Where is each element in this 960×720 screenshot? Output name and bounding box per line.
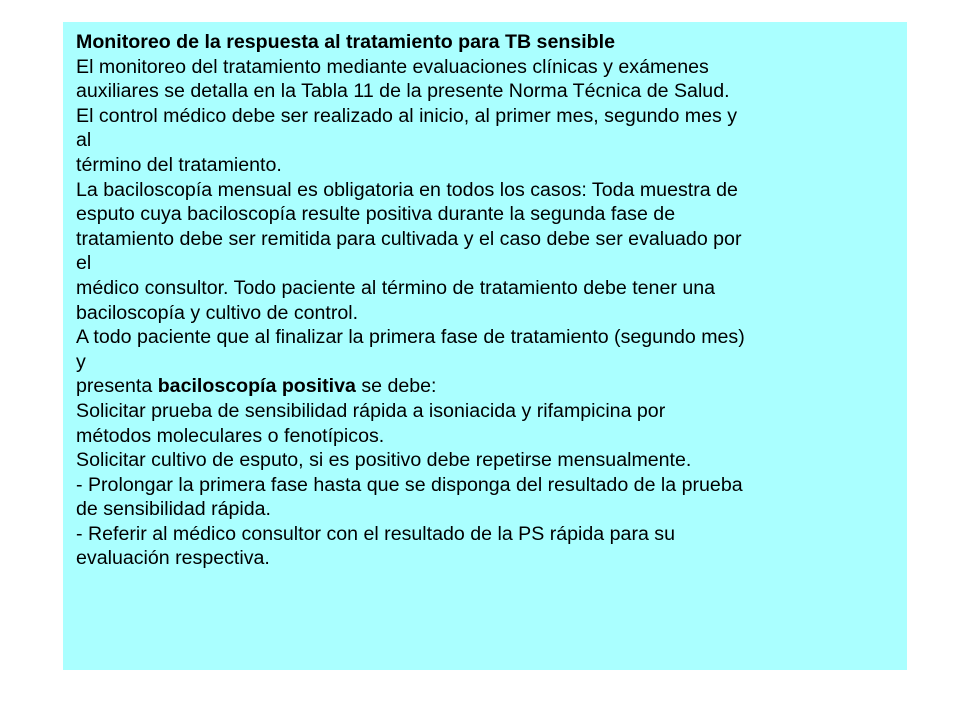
emphasis-text: baciloscopía positiva xyxy=(157,375,356,398)
text-line: El monitoreo del tratamiento mediante evaluaciones clínicas y exámenes xyxy=(76,55,709,78)
text-line: término del tratamiento. xyxy=(76,153,282,176)
text-line: - Referir al médico consultor con el resultado de la PS rápida para su xyxy=(76,522,676,545)
text-line: y xyxy=(76,350,86,373)
text-line: auxiliares se detalla en la Tabla 11 de la presente Norma Técnica de Salud. xyxy=(76,80,730,103)
text-line: de sensibilidad rápida. xyxy=(76,498,271,521)
section-title: Monitoreo de la respuesta al tratamiento para TB sensible xyxy=(76,31,615,53)
text-line: A todo paciente que al finalizar la primera fase de tratamiento (segundo mes) xyxy=(76,326,745,349)
text-line: Solicitar prueba de sensibilidad rápida a isoniacida y rifampicina por xyxy=(76,399,666,422)
text-line: El control médico debe ser realizado al inicio, al primer mes, segundo mes y xyxy=(76,104,738,127)
text-line: baciloscopía y cultivo de control. xyxy=(76,301,359,324)
text-line xyxy=(76,374,895,399)
text-line: esputo cuya baciloscopía resulte positiva durante la segunda fase de xyxy=(76,203,676,226)
text-line: Solicitar cultivo de esputo, si es positivo debe repetirse mensualmente. xyxy=(76,449,692,472)
text-line: el xyxy=(76,252,92,275)
text-line: tratamiento debe ser remitida para cultivada y el caso debe ser evaluado por xyxy=(76,227,742,250)
text-line: al xyxy=(76,129,92,152)
text-line: métodos moleculares o fenotípicos. xyxy=(76,424,385,447)
content-textbox xyxy=(63,22,907,670)
text-line: médico consultor. Todo paciente al término de tratamiento debe tener una xyxy=(76,276,716,299)
text-span: presenta xyxy=(76,375,158,398)
text-line: La baciloscopía mensual es obligatoria en todos los casos: Toda muestra de xyxy=(76,178,738,201)
text-line: evaluación respectiva. xyxy=(76,547,270,570)
text-line: - Prolongar la primera fase hasta que se disponga del resultado de la prueba xyxy=(76,473,743,496)
text-span: se debe: xyxy=(355,375,437,398)
